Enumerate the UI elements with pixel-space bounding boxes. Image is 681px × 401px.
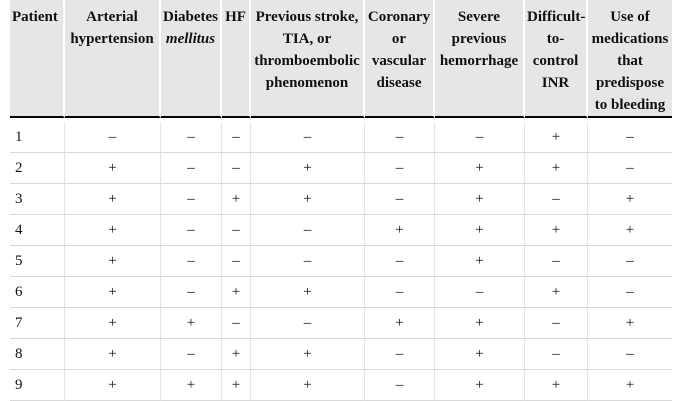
cell-patient-id: 2 [10, 153, 65, 184]
cell-severe-hemorrhage: + [435, 339, 525, 370]
cell-coronary-vascular-disease: – [365, 153, 435, 184]
cell-difficult-inr: + [525, 122, 588, 153]
cell-difficult-inr: – [525, 308, 588, 339]
cell-diabetes-mellitus: + [161, 308, 222, 339]
cell-severe-hemorrhage: + [435, 308, 525, 339]
data-table-container [10, 0, 672, 401]
cell-previous-stroke: + [251, 153, 365, 184]
table-row [10, 184, 672, 215]
cell-arterial-hypertension: + [65, 153, 161, 184]
cell-hf: – [222, 246, 251, 277]
cell-diabetes-mellitus: – [161, 277, 222, 308]
cell-difficult-inr: + [525, 215, 588, 246]
cell-previous-stroke: – [251, 308, 365, 339]
cell-coronary-vascular-disease: – [365, 122, 435, 153]
header-diabetes-mellitus: Diabetes mellitus [161, 0, 222, 118]
cell-severe-hemorrhage: + [435, 246, 525, 277]
cell-hf: – [222, 153, 251, 184]
cell-coronary-vascular-disease: – [365, 370, 435, 401]
cell-coronary-vascular-disease: – [365, 339, 435, 370]
cell-patient-id: 5 [10, 246, 65, 277]
cell-previous-stroke: – [251, 215, 365, 246]
table-row [10, 277, 672, 308]
cell-diabetes-mellitus: – [161, 184, 222, 215]
table-row [10, 246, 672, 277]
cell-bleeding-medications: – [588, 277, 672, 308]
cell-severe-hemorrhage: – [435, 277, 525, 308]
cell-arterial-hypertension: + [65, 246, 161, 277]
header-bleeding-medications: Use of medications that predispose to bleeding [588, 0, 672, 118]
header-difficult-inr: Difficult- to- control INR [525, 0, 588, 118]
cell-arterial-hypertension: + [65, 308, 161, 339]
cell-arterial-hypertension: + [65, 370, 161, 401]
cell-patient-id: 1 [10, 122, 65, 153]
cell-diabetes-mellitus: – [161, 339, 222, 370]
cell-hf: – [222, 122, 251, 153]
cell-bleeding-medications: + [588, 184, 672, 215]
cell-diabetes-mellitus: – [161, 122, 222, 153]
cell-hf: + [222, 339, 251, 370]
cell-previous-stroke: + [251, 184, 365, 215]
header-patient: Patient [10, 0, 65, 118]
cell-severe-hemorrhage: + [435, 370, 525, 401]
patient-risk-table [10, 0, 672, 401]
header-previous-stroke: Previous stroke, TIA, or thromboembolic phenomenon [251, 0, 365, 118]
table-row [10, 308, 672, 339]
cell-bleeding-medications: – [588, 339, 672, 370]
cell-previous-stroke: + [251, 370, 365, 401]
cell-hf: + [222, 277, 251, 308]
cell-arterial-hypertension: – [65, 122, 161, 153]
header-severe-hemorrhage: Severe previous hemorrhage [435, 0, 525, 118]
cell-coronary-vascular-disease: – [365, 246, 435, 277]
cell-patient-id: 6 [10, 277, 65, 308]
cell-previous-stroke: + [251, 277, 365, 308]
cell-bleeding-medications: – [588, 246, 672, 277]
cell-hf: – [222, 308, 251, 339]
header-row [10, 0, 672, 118]
cell-bleeding-medications: – [588, 153, 672, 184]
header-coronary-vascular-disease: Coronary or vascular disease [365, 0, 435, 118]
table-body [10, 122, 672, 401]
cell-difficult-inr: + [525, 277, 588, 308]
cell-bleeding-medications: + [588, 308, 672, 339]
header-arterial-hypertension: Arterial hypertension [65, 0, 161, 118]
cell-bleeding-medications: – [588, 122, 672, 153]
cell-bleeding-medications: + [588, 215, 672, 246]
cell-coronary-vascular-disease: + [365, 308, 435, 339]
table-row [10, 153, 672, 184]
cell-severe-hemorrhage: + [435, 153, 525, 184]
cell-patient-id: 9 [10, 370, 65, 401]
cell-previous-stroke: – [251, 246, 365, 277]
cell-hf: – [222, 215, 251, 246]
cell-difficult-inr: – [525, 184, 588, 215]
cell-previous-stroke: – [251, 122, 365, 153]
cell-patient-id: 8 [10, 339, 65, 370]
cell-difficult-inr: + [525, 153, 588, 184]
cell-hf: + [222, 370, 251, 401]
cell-patient-id: 7 [10, 308, 65, 339]
cell-difficult-inr: + [525, 370, 588, 401]
cell-coronary-vascular-disease: – [365, 277, 435, 308]
cell-severe-hemorrhage: + [435, 184, 525, 215]
cell-patient-id: 4 [10, 215, 65, 246]
table-row [10, 370, 672, 401]
table-row [10, 122, 672, 153]
cell-difficult-inr: – [525, 246, 588, 277]
cell-previous-stroke: + [251, 339, 365, 370]
cell-patient-id: 3 [10, 184, 65, 215]
table-row [10, 339, 672, 370]
cell-diabetes-mellitus: – [161, 215, 222, 246]
cell-bleeding-medications: + [588, 370, 672, 401]
table-row [10, 215, 672, 246]
cell-arterial-hypertension: + [65, 184, 161, 215]
cell-coronary-vascular-disease: – [365, 184, 435, 215]
cell-severe-hemorrhage: + [435, 215, 525, 246]
cell-arterial-hypertension: + [65, 277, 161, 308]
cell-arterial-hypertension: + [65, 215, 161, 246]
cell-difficult-inr: – [525, 339, 588, 370]
cell-hf: + [222, 184, 251, 215]
cell-diabetes-mellitus: + [161, 370, 222, 401]
cell-severe-hemorrhage: – [435, 122, 525, 153]
cell-diabetes-mellitus: – [161, 246, 222, 277]
cell-coronary-vascular-disease: + [365, 215, 435, 246]
header-hf: HF [222, 0, 251, 118]
cell-diabetes-mellitus: – [161, 153, 222, 184]
cell-arterial-hypertension: + [65, 339, 161, 370]
